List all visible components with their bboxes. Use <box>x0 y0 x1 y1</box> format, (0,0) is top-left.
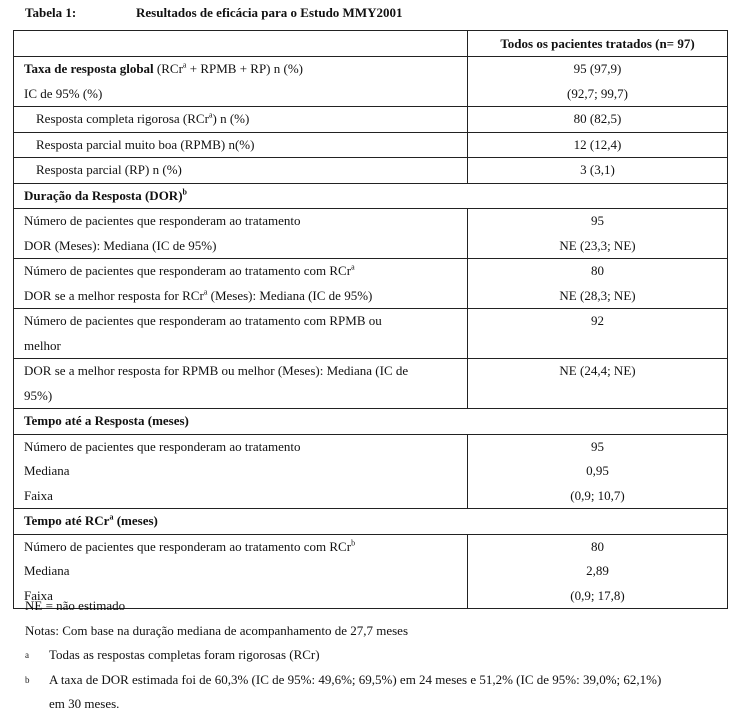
text-segment: Resposta parcial (RP) n (%) <box>36 162 182 177</box>
footnote-text: Todas as respostas completas foram rigorosas (RCr) <box>49 647 320 662</box>
text-segment: DOR se a melhor resposta for RPMB ou melhor (Meses): Mediana (IC de <box>24 363 409 378</box>
table-row <box>14 57 728 107</box>
text-segment: DOR se a melhor resposta for RCr <box>24 287 204 303</box>
superscript: a <box>351 262 355 272</box>
label-line <box>24 259 457 284</box>
superscript: b <box>182 187 187 197</box>
header-cell-empty <box>14 31 468 57</box>
text-segment: Resposta completa rigorosa (RCr <box>36 111 209 126</box>
text-segment: ) n (%) <box>212 111 250 126</box>
text-segment: Tempo até RCr <box>24 513 110 528</box>
section-cell <box>14 409 728 435</box>
label-line <box>24 209 457 234</box>
table-row <box>14 132 728 158</box>
section-header-row <box>14 509 728 535</box>
label-line <box>24 359 457 384</box>
row-label-cell <box>14 132 468 158</box>
label-line <box>24 484 457 509</box>
text-segment: Número de pacientes que responderam ao tratamento com RCr <box>24 538 352 554</box>
label-line <box>24 309 457 334</box>
row-label-cell <box>14 209 468 259</box>
footnote-text: A taxa de DOR estimada foi de 60,3% (IC de 95%: 49,6%; 69,5%) em 24 meses e 51,2% (IC de 95%: 39,0%; 62,1%) <box>49 671 662 687</box>
row-label-cell <box>14 158 468 184</box>
table-row <box>14 259 728 309</box>
value-line: 95 (97,9) <box>573 61 622 76</box>
label-line <box>24 234 457 259</box>
table-row <box>14 107 728 133</box>
table-notes <box>25 594 735 717</box>
row-label-cell <box>14 259 468 309</box>
row-value-cell <box>468 359 728 409</box>
text-segment: Número de pacientes que responderam ao tratamento com RCr <box>24 263 352 278</box>
row-value-cell <box>468 107 728 133</box>
section-cell <box>14 183 728 209</box>
value-line: 95 <box>591 213 604 228</box>
row-value-cell <box>468 57 728 107</box>
text-segment: Número de pacientes que responderam ao tratamento <box>24 213 301 228</box>
footnote-text: em 30 meses. <box>49 696 120 711</box>
row-value-cell <box>468 434 728 509</box>
value-line: 80 <box>591 538 604 554</box>
text-segment: Número de pacientes que responderam ao tratamento com RPMB ou <box>24 313 382 328</box>
text-segment: Faixa <box>24 587 53 603</box>
superscript: a <box>109 512 114 522</box>
value-line: (0,9; 17,8) <box>570 587 625 603</box>
text-segment: (meses) <box>113 513 158 528</box>
table-title <box>25 5 403 21</box>
label-line <box>24 435 457 460</box>
text-segment: Número de pacientes que responderam ao tratamento <box>24 438 301 454</box>
value-line: 95 <box>591 438 604 454</box>
text-segment: (RCr <box>153 61 183 76</box>
efficacy-table <box>13 30 728 609</box>
value-line: NE (23,3; NE) <box>559 237 636 253</box>
section-cell <box>14 509 728 535</box>
label-line <box>24 57 457 82</box>
header-cell-all-patients: Todos os pacientes tratados (n= 97) <box>468 31 728 57</box>
footnote-marker: b <box>25 674 30 685</box>
label-line <box>36 107 457 132</box>
label-line <box>36 133 457 158</box>
row-value-cell <box>468 158 728 184</box>
text-segment: Tempo até a Resposta (meses) <box>24 413 189 428</box>
value-line: NE (24,4; NE) <box>559 363 636 378</box>
row-label-cell <box>14 434 468 509</box>
section-header-row <box>14 183 728 209</box>
label-line <box>24 384 457 409</box>
label-line <box>24 284 457 309</box>
value-line: NE (28,3; NE) <box>559 287 636 303</box>
text-segment: melhor <box>24 337 61 353</box>
text-segment: Duração da Resposta (DOR) <box>24 187 183 203</box>
value-line: 80 <box>591 263 604 278</box>
section-header-row <box>14 409 728 435</box>
row-label-cell <box>14 57 468 107</box>
footnote-marker: a <box>25 650 29 660</box>
text-segment: + RPMB + RP) n (%) <box>186 61 303 76</box>
table-header-row <box>14 31 728 57</box>
value-line: 2,89 <box>586 563 609 578</box>
ne-note: NE = não estimado <box>25 598 126 613</box>
table-caption: Resultados de eficácia para o Estudo MMY2001 <box>136 5 403 20</box>
label-line <box>24 535 457 560</box>
row-value-cell <box>468 132 728 158</box>
value-line: 0,95 <box>586 463 609 478</box>
row-value-cell <box>468 209 728 259</box>
value-line: (92,7; 99,7) <box>566 85 629 101</box>
table-row <box>14 309 728 359</box>
label-line <box>24 559 457 584</box>
value-line: 3 (3,1) <box>580 162 615 177</box>
value-line: 12 (12,4) <box>573 136 622 152</box>
table-row <box>14 434 728 509</box>
label-line <box>24 334 457 359</box>
text-segment: 95%) <box>24 387 53 403</box>
table-label: Tabela 1: <box>25 5 77 20</box>
table-row <box>14 359 728 409</box>
row-value-cell <box>468 259 728 309</box>
footnote <box>25 668 735 693</box>
text-segment: IC de 95% (%) <box>24 85 103 101</box>
row-label-cell <box>14 359 468 409</box>
superscript: a <box>208 110 213 120</box>
table-row <box>14 209 728 259</box>
label-line <box>24 459 457 484</box>
notas-note: Notas: Com base na duração mediana de acompanhamento de 27,7 meses <box>25 622 409 638</box>
text-segment: Resposta parcial muito boa (RPMB) n(%) <box>36 136 255 152</box>
value-line: (0,9; 10,7) <box>570 487 625 503</box>
value-line: 92 <box>591 313 604 328</box>
superscript: a <box>203 287 208 297</box>
footnote <box>25 643 735 668</box>
footnote <box>25 692 735 717</box>
label-line <box>24 82 457 107</box>
value-line: 80 (82,5) <box>573 111 622 126</box>
table-row <box>14 158 728 184</box>
row-value-cell <box>468 309 728 359</box>
text-segment: Mediana <box>24 563 70 578</box>
text-segment: Faixa <box>24 487 53 503</box>
superscript: b <box>351 538 356 548</box>
text-segment: Taxa de resposta global <box>24 61 154 76</box>
text-segment: (Meses): Mediana (IC de 95%) <box>207 287 373 303</box>
row-label-cell <box>14 309 468 359</box>
text-segment: Mediana <box>24 463 70 478</box>
row-label-cell <box>14 107 468 133</box>
superscript: a <box>182 60 187 70</box>
text-segment: DOR (Meses): Mediana (IC de 95%) <box>24 237 217 253</box>
label-line <box>36 158 457 183</box>
